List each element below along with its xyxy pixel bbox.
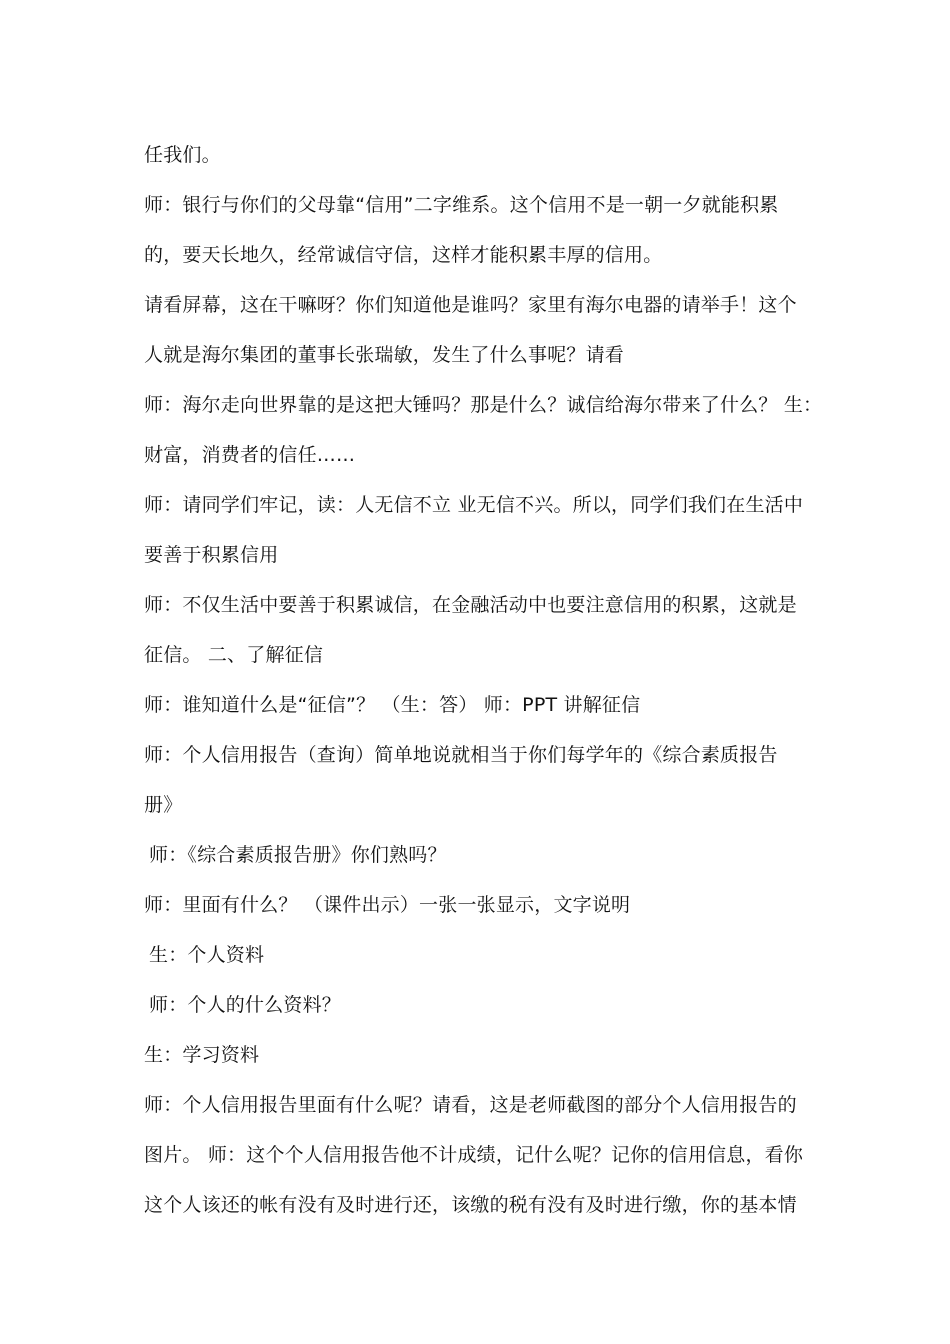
- text-line: 图片。 师：这个个人信用报告他不计成绩，记什么呢？记你的信用信息，看你: [144, 1144, 804, 1166]
- text-line: 的，要天长地久，经常诚信守信，这样才能积累丰厚的信用。: [144, 244, 663, 266]
- text-line: 师：个人的什么资料？: [149, 994, 342, 1016]
- text-line: 请看屏幕，这在干嘛呀？你们知道他是谁吗？家里有海尔电器的请举手！这个: [144, 294, 797, 316]
- text-line: 这个人该还的帐有没有及时进行还，该缴的税有没有及时进行缴，你的基本情: [144, 1194, 797, 1216]
- text-line: 师：请同学们牢记，读：人无信不立 业无信不兴。所以，同学们我们在生活中: [144, 494, 804, 516]
- text-line: 师：海尔走向世界靠的是这把大锤吗？那是什么？诚信给海尔带来了什么？ 生：: [144, 394, 823, 416]
- text-line: 师：个人信用报告里面有什么呢？请看，这是老师截图的部分个人信用报告的: [144, 1094, 797, 1116]
- text-line: 师：里面有什么？ （课件出示）一张一张显示，文字说明: [144, 894, 631, 916]
- text-line: 要善于积累信用: [144, 544, 279, 566]
- text-line: 人就是海尔集团的董事长张瑞敏，发生了什么事呢？请看: [144, 344, 625, 366]
- text-line: 师：《综合素质报告册》你们熟吗？: [149, 844, 447, 866]
- text-line: 师：银行与你们的父母靠“信用”二字维系。这个信用不是一朝一夕就能积累: [144, 194, 779, 216]
- text-line: 生：个人资料: [149, 944, 265, 966]
- text-line: 任我们。: [144, 144, 221, 166]
- text-line: 师：不仅生活中要善于积累诚信，在金融活动中也要注意信用的积累，这就是: [144, 594, 797, 616]
- text-line: 册》: [144, 794, 183, 816]
- text-line: 征信。 二、了解征信: [144, 644, 324, 666]
- text-line: 生：学习资料: [144, 1044, 260, 1066]
- text-line: 师：谁知道什么是“征信”？ （生：答） 师：PPT 讲解征信: [144, 694, 641, 716]
- document-body: [144, 130, 824, 1230]
- text-line: 财富，消费者的信任……: [144, 444, 356, 466]
- text-line: 师：个人信用报告（查询）简单地说就相当于你们每学年的《综合素质报告: [144, 744, 778, 766]
